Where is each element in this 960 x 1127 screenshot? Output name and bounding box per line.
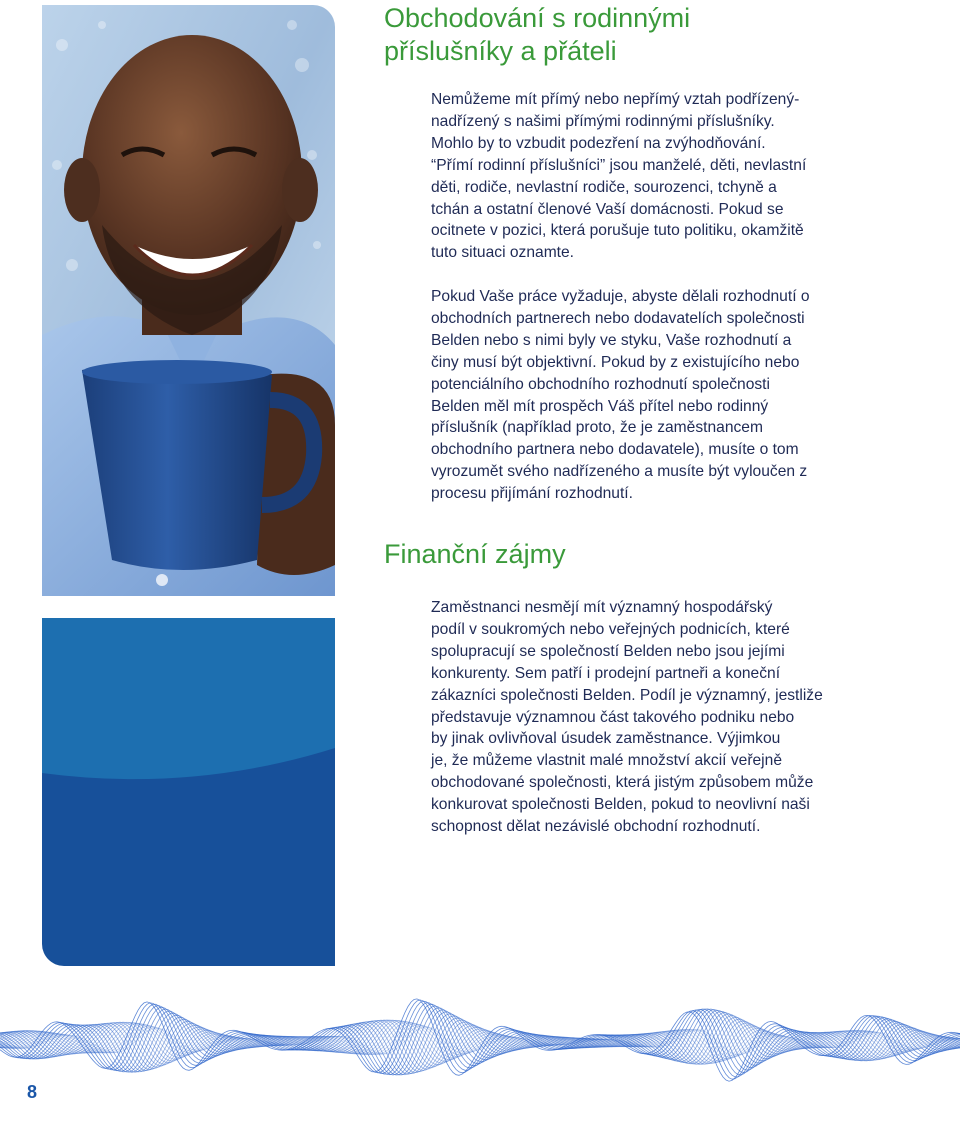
page-number: 8	[27, 1082, 38, 1102]
photo-illustration	[42, 5, 335, 596]
photo-smiling-man-with-mug	[42, 5, 335, 596]
section-title-financial-interests: Finanční zájmy	[384, 539, 566, 569]
decorative-wave-pattern	[0, 970, 960, 1127]
paragraph-financial-interests: Zaměstnanci nesmějí mít významný hospodářský podíl v soukromých nebo veřejných podnicích, které spolupracují se společností Belden nebo jsou jejími konkurenty. Sem patří i prodejní partneři a koneční zákazníci společnosti Belden. Podíl je významný, jestliže představuje významnou část takového podniku nebo by jinak ovlivňoval úsudek zaměstnance. Výjimkou je, že můžeme vlastnit malé množství akcií veřejně obchodované společnosti, která jistým způsobem může konkurovat společnosti Belden, pokud to neovlivní naši schopnost dělat nezávislé obchodní rozhodnutí.	[431, 599, 823, 836]
wave-line	[0, 1008, 960, 1075]
blue-panel-shape	[42, 618, 335, 966]
paragraph-family-relations: Nemůžeme mít přímý nebo nepřímý vztah podřízený- nadřízený s našimi přímými rodinnými příslušníky. Mohlo by to vzbudit podezření na zvýhodňování. “Přímí rodinní příslušníci” jsou manželé, děti, nevlastní děti, rodiče, nevlastní rodiče, sourozenci, tchyně a tchán a ostatní členové Vaší domácnosti. Pokud se ocitnete v pozici, která porušuje tuto politiku, okamžitě tuto situaci oznamte.	[431, 91, 807, 262]
decorative-blue-panel	[42, 618, 335, 966]
section-title-family-dealings: Obchodování s rodinnými příslušníky a přáteli	[384, 3, 691, 66]
paragraph-business-decisions: Pokud Vaše práce vyžaduje, abyste dělali rozhodnutí o obchodních partnerech nebo dodavatelích společnosti Belden nebo s nimi byly ve styku, Vaše rozhodnutí a činy musí být objektivní. Pokud by z existujícího nebo potenciálního obchodního rozhodnutí společnosti Belden měl mít prospěch Váš přítel nebo rodinný příslušník (například proto, že je zaměstnancem obchodního partnera nebo dodavatele), musíte o tom vyrozumět svého nadřízeného a musíte být vyloučen z procesu přijímání rozhodnutí.	[431, 288, 810, 503]
